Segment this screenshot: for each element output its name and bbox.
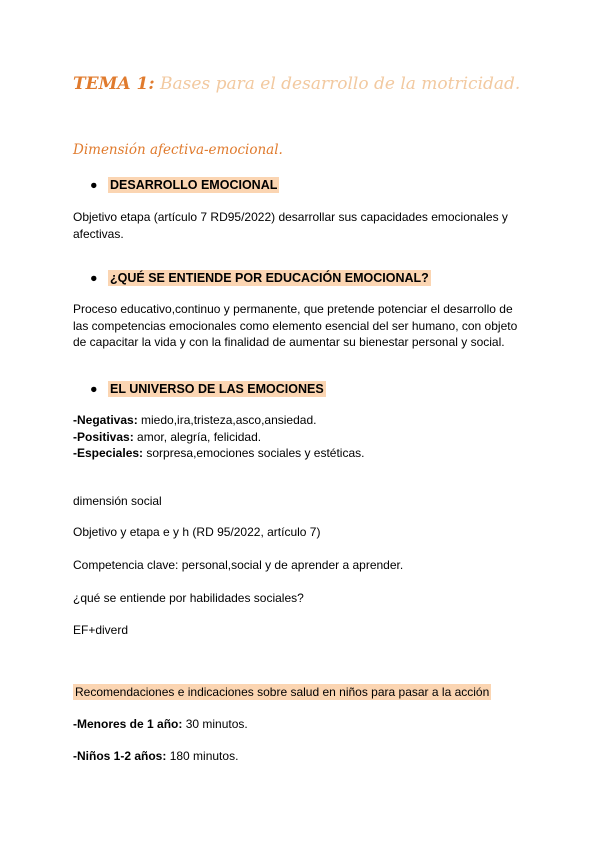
emotion-label: -Positivas: [73, 430, 134, 444]
recommendation-item-menores [73, 717, 248, 731]
emotion-value: sorpresa,emociones sociales y estéticas. [143, 446, 365, 460]
title-prefix: TEMA 1: [73, 74, 155, 94]
social-heading: dimensión social [73, 494, 162, 508]
recommendations-heading-text: Recomendaciones e indicaciones sobre salud en niños para pasar a la acción [75, 685, 490, 699]
emotion-label: -Especiales: [73, 446, 144, 460]
emotion-value: amor, alegría, felicidad. [133, 430, 262, 444]
social-question: ¿qué se entiende por habilidades sociales? [73, 591, 304, 605]
social-competence: Competencia clave: personal,social y de aprender a aprender. [73, 558, 404, 572]
section-subtitle: Dimensión afectiva-emocional. [73, 142, 283, 158]
recommendations-heading [73, 685, 491, 699]
bullet-heading-educacion [90, 271, 431, 285]
heading-text: DESARROLLO EMOCIONAL [110, 178, 278, 192]
recommendation-item-ninos [73, 749, 238, 763]
recommendation-label: -Menores de 1 año: [73, 717, 183, 731]
page-title [73, 74, 520, 94]
heading-text: ¿QUÉ SE ENTIENDE POR EDUCACIÓN EMOCIONAL? [110, 271, 429, 285]
heading-text: EL UNIVERSO DE LAS EMOCIONES [110, 382, 324, 396]
paragraph-objetivo: Objetivo etapa (artículo 7 RD95/2022) desarrollar sus capacidades emocionales y afectivas. [73, 210, 508, 241]
emotion-label: -Negativas: [73, 413, 138, 427]
paragraph-proceso: Proceso educativo,continuo y permanente, que pretende potenciar el desarrollo de las competencias emocionales como elemento esencial del ser humano, con objeto de capacitar la vida y con la finalidad de aumentar su bienestar personal y social. [73, 302, 518, 349]
bullet-icon: ● [90, 178, 98, 192]
recommendation-value: 180 minutos. [166, 749, 239, 763]
bullet-heading-universo [90, 382, 326, 396]
emotion-line-positivas [73, 430, 261, 444]
title-text: Bases para el desarrollo de la motricidad. [160, 74, 521, 94]
recommendation-value: 30 minutos. [182, 717, 248, 731]
emotion-line-negativas [73, 413, 316, 427]
social-objective: Objetivo y etapa e y h (RD 95/2022, artículo 7) [73, 525, 321, 539]
social-note: EF+diverd [73, 623, 129, 637]
bullet-icon: ● [90, 271, 98, 285]
bullet-icon: ● [90, 382, 98, 396]
emotion-value: miedo,ira,tristeza,asco,ansiedad. [137, 413, 317, 427]
recommendation-label: -Niños 1-2 años: [73, 749, 167, 763]
bullet-heading-desarrollo [90, 178, 279, 192]
emotion-line-especiales [73, 446, 364, 460]
